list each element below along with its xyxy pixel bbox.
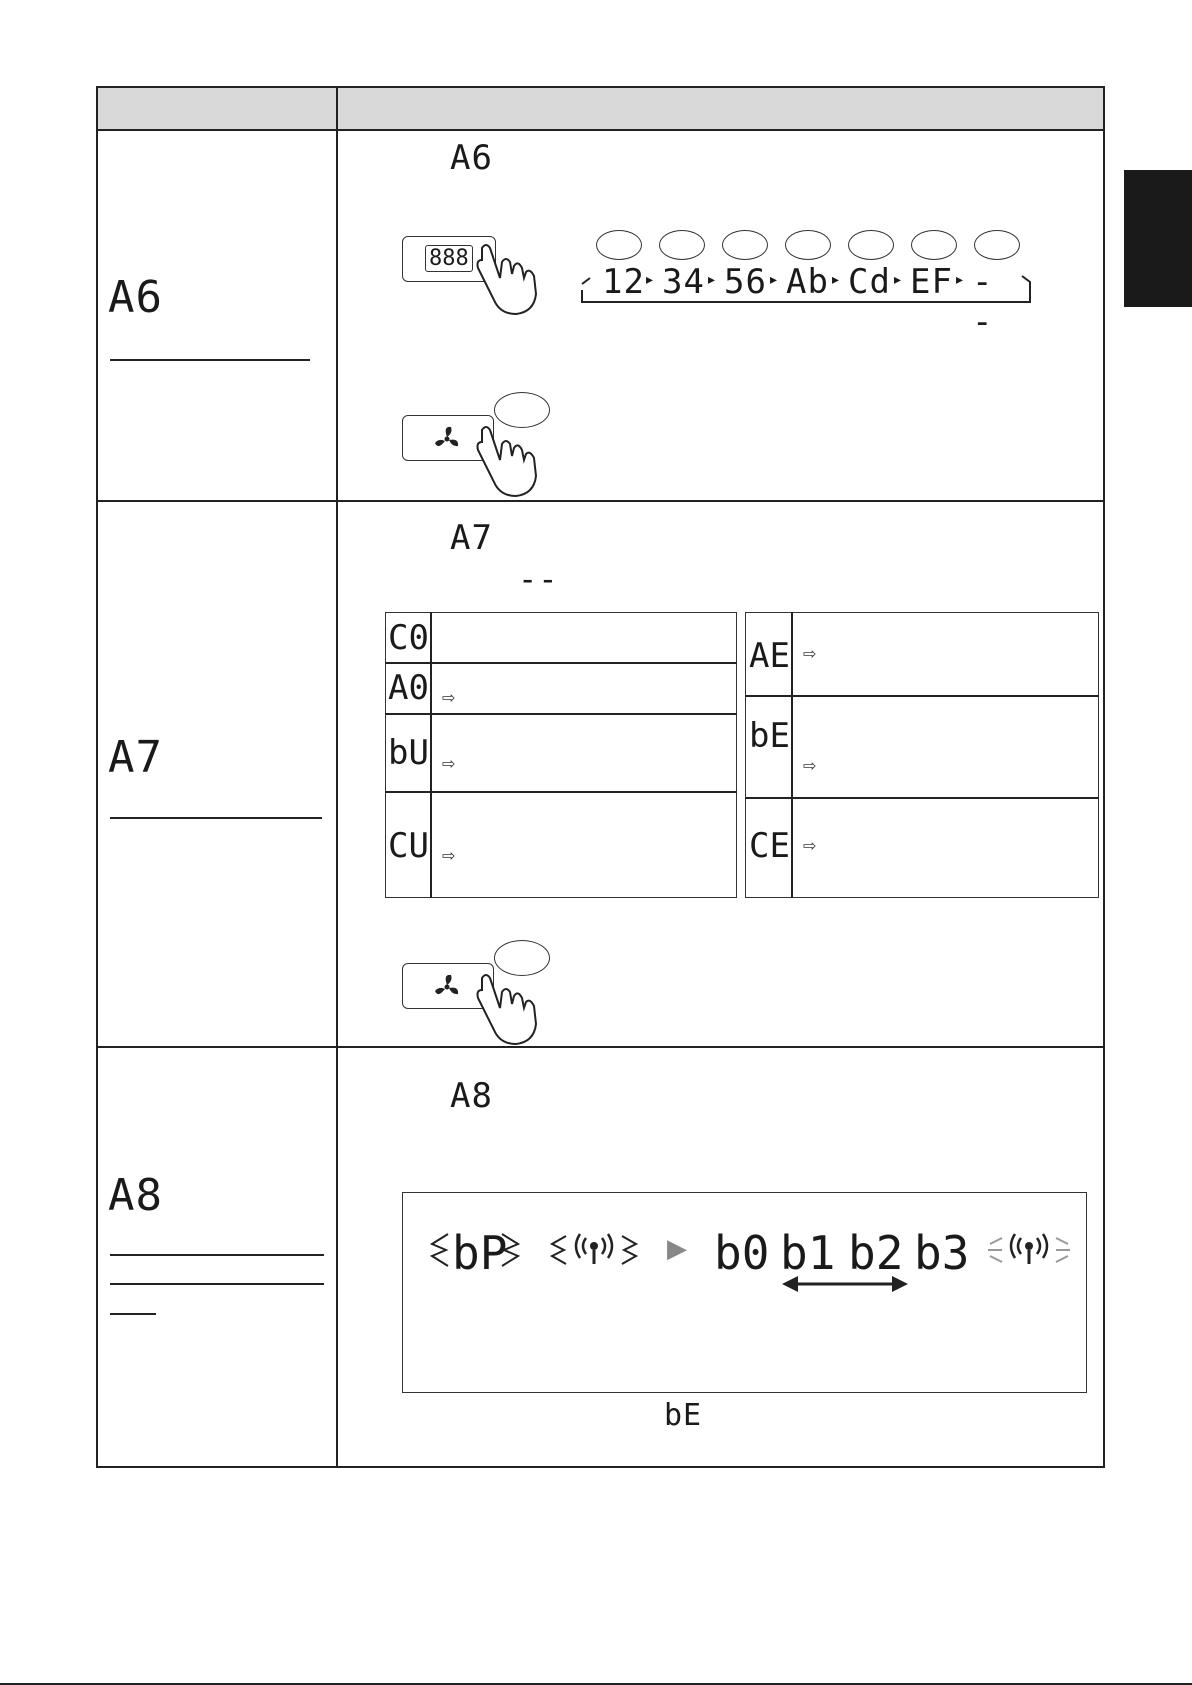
- forward-arrow-icon: ▸: [832, 272, 840, 288]
- column-divider: [336, 86, 338, 1468]
- grid-divider: [745, 695, 1099, 697]
- seq-item: Ab: [786, 262, 829, 302]
- code-c0: C0: [388, 618, 429, 658]
- flash-icon: [424, 1230, 452, 1270]
- dashes: --: [518, 560, 559, 598]
- signal-icon: [984, 1232, 1074, 1268]
- forward-arrow-icon: ▸: [708, 272, 716, 288]
- code-ce: CE: [749, 826, 790, 866]
- play-icon: ▶: [667, 1234, 687, 1264]
- signal-icon: [546, 1232, 642, 1268]
- forward-arrow-icon: ⇨: [442, 846, 456, 865]
- seq-item: EF: [910, 262, 953, 302]
- grid-divider: [745, 797, 1099, 799]
- forward-arrow-icon: ⇨: [803, 644, 817, 663]
- underline: [110, 1313, 156, 1315]
- forward-arrow-icon: ⇨: [442, 688, 456, 707]
- grid-divider: [385, 713, 737, 715]
- row-divider: [96, 1046, 1105, 1048]
- row-code-a7: A7: [108, 732, 163, 783]
- grid-divider: [385, 662, 737, 664]
- forward-arrow-icon: ⇨: [442, 754, 456, 773]
- hand-press-icon: [470, 420, 542, 500]
- note-code-be: bE: [664, 1398, 703, 1433]
- forward-arrow-icon: ▸: [646, 272, 654, 288]
- step-code-a6: A6: [450, 138, 493, 178]
- underline: [110, 1283, 324, 1285]
- forward-arrow-icon: ⇨: [803, 756, 817, 775]
- code-grid-left: [385, 612, 737, 898]
- code-bp: bP: [452, 1226, 508, 1280]
- step-code-a7: A7: [450, 518, 493, 558]
- code-be: bE: [749, 716, 790, 756]
- forward-arrow-icon: ▸: [956, 272, 964, 288]
- step-code-a8: A8: [450, 1076, 493, 1116]
- forward-arrow-icon: ⇨: [803, 836, 817, 855]
- seq-item: --: [972, 262, 994, 342]
- speech-bubble-icon: [974, 230, 1020, 260]
- underline: [110, 817, 322, 819]
- double-arrow-icon: [780, 1274, 910, 1294]
- forward-arrow-icon: ▸: [770, 272, 778, 288]
- speech-bubble-icon: [848, 230, 894, 260]
- code-grid-right: [745, 612, 1099, 898]
- code-ae: AE: [749, 636, 790, 676]
- hand-press-icon: [470, 238, 542, 318]
- section-tab: [1124, 170, 1192, 307]
- code-b3: b3: [914, 1226, 970, 1280]
- speech-bubble-icon: [659, 230, 705, 260]
- table-header: [98, 88, 1103, 131]
- seq-item: 34: [662, 262, 705, 302]
- grid-divider: [385, 791, 737, 793]
- lcd-888: 888: [425, 245, 473, 272]
- underline: [110, 359, 310, 361]
- code-b1: b1: [780, 1226, 836, 1280]
- row-divider: [96, 500, 1105, 502]
- code-b0: b0: [714, 1226, 770, 1280]
- speech-bubble-icon: [722, 230, 768, 260]
- seq-item: Cd: [848, 262, 891, 302]
- forward-arrow-icon: ▸: [894, 272, 902, 288]
- code-cu: CU: [388, 826, 429, 866]
- beep-panel: [402, 1192, 1087, 1393]
- speech-bubble-icon: [596, 230, 642, 260]
- flash-icon: [498, 1230, 526, 1270]
- seq-item: 12: [602, 262, 645, 302]
- code-bu: bU: [388, 733, 429, 773]
- row-code-a6: A6: [108, 272, 163, 323]
- row-code-a8: A8: [108, 1170, 163, 1221]
- hand-press-icon: [470, 968, 542, 1048]
- code-a0: A0: [388, 668, 429, 708]
- grid-divider: [430, 612, 432, 898]
- loop-bracket: [578, 270, 1036, 306]
- underline: [110, 1254, 324, 1256]
- fan-icon: [431, 424, 463, 454]
- fan-icon: [431, 972, 463, 1002]
- speech-bubble-icon: [911, 230, 957, 260]
- code-b2: b2: [848, 1226, 904, 1280]
- seq-item: 56: [724, 262, 767, 302]
- speech-bubble-icon: [785, 230, 831, 260]
- grid-divider: [791, 612, 793, 898]
